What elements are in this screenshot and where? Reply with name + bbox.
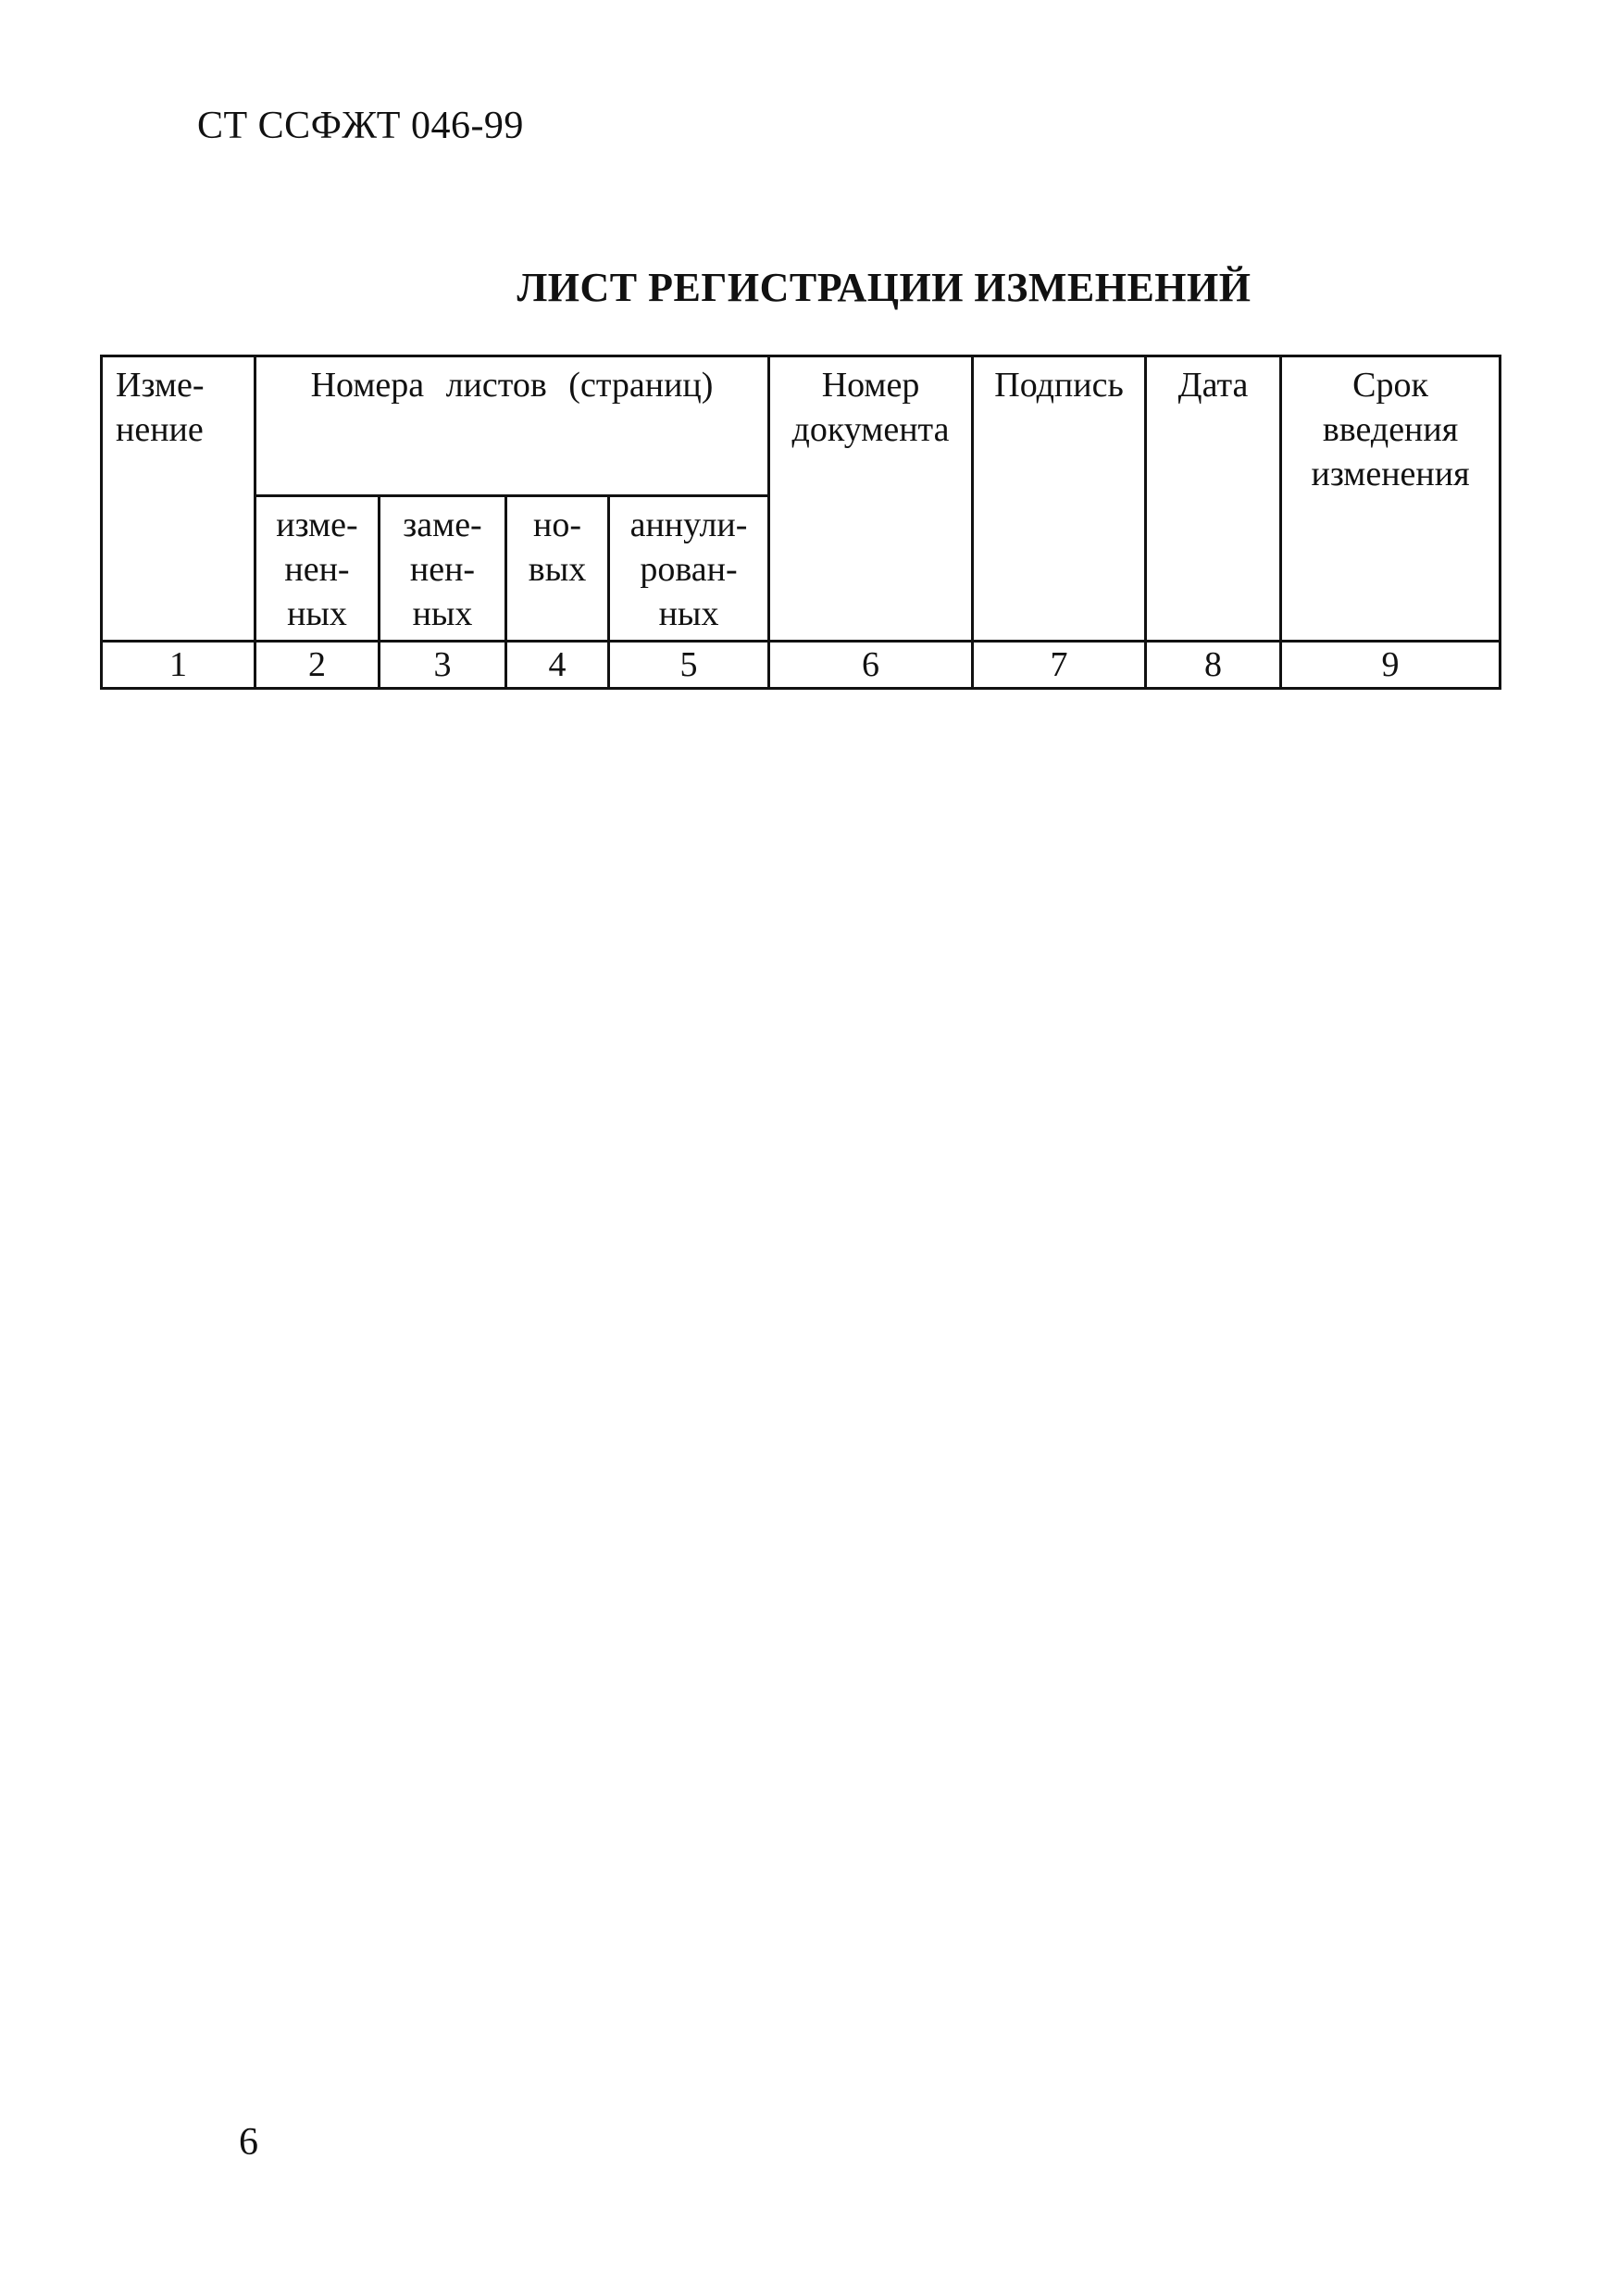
change-registration-table	[100, 355, 1501, 690]
subheader-replaced-line2: нен-	[409, 550, 476, 589]
header-term-line3: изменения	[1311, 455, 1470, 493]
subheader-changed-line2: нен-	[284, 550, 350, 589]
subheader-replaced-line3: ных	[412, 594, 473, 633]
subheader-annulled	[609, 496, 769, 642]
header-term	[1281, 356, 1501, 642]
header-term-line2: введения	[1322, 410, 1459, 449]
column-number-cell: 2	[255, 642, 380, 689]
sheet-title: ЛИСТ РЕГИСТРАЦИИ ИЗМЕНЕНИЙ	[517, 265, 1252, 310]
subheader-replaced	[380, 496, 506, 642]
subheader-annulled-line3: ных	[658, 594, 719, 633]
column-number-cell: 9	[1281, 642, 1501, 689]
subheader-changed	[255, 496, 380, 642]
header-signature: Подпись	[973, 356, 1146, 642]
subheader-annulled-line2: рован-	[640, 550, 738, 589]
subheader-changed-line1: изме-	[276, 505, 358, 544]
subheader-new-line1: но-	[533, 505, 581, 544]
subheader-replaced-line1: заме-	[403, 505, 482, 544]
header-sheet-numbers: Номера листов (страниц)	[255, 356, 769, 496]
column-number-cell: 7	[973, 642, 1146, 689]
column-number-cell: 5	[609, 642, 769, 689]
page-number: 6	[239, 2121, 258, 2164]
header-change-line2: нение	[116, 410, 204, 449]
subheader-new-line2: вых	[528, 550, 587, 589]
header-document-number-line2: документа	[791, 410, 950, 449]
column-number-cell: 6	[769, 642, 973, 689]
header-change	[102, 356, 255, 642]
subheader-changed-line3: ных	[287, 594, 347, 633]
column-number-cell: 4	[506, 642, 609, 689]
header-document-number-line1: Номер	[821, 366, 920, 405]
subheader-annulled-line1: аннули-	[629, 505, 748, 544]
document-code: СТ ССФЖТ 046-99	[197, 105, 524, 147]
column-number-cell: 1	[102, 642, 255, 689]
header-document-number	[769, 356, 973, 642]
subheader-new	[506, 496, 609, 642]
header-term-line1: Срок	[1352, 366, 1428, 405]
header-change-line1: Изме-	[116, 366, 205, 405]
column-number-cell: 8	[1146, 642, 1281, 689]
column-number-cell: 3	[380, 642, 506, 689]
header-date: Дата	[1146, 356, 1281, 642]
